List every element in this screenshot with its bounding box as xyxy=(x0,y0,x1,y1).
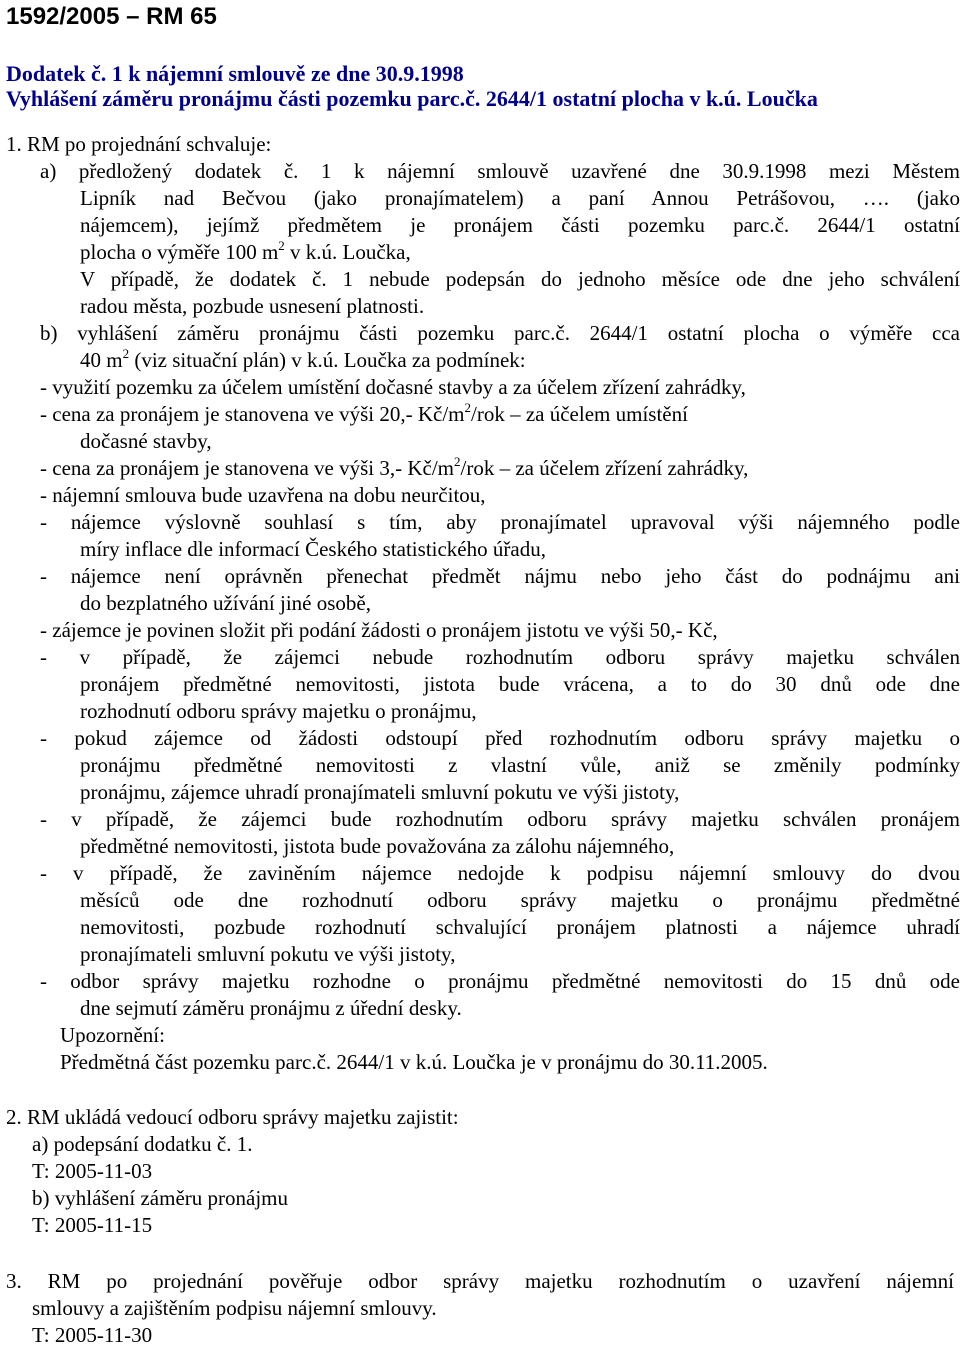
item-a-line: plocha o výměře 100 $m^2$ v k.ú. Loučka, xyxy=(80,238,411,264)
condition-line: rozhodnutí odboru správy majetku o pronájmu, xyxy=(80,699,477,723)
condition-line: - nájemce není oprávněn přenechat předmět nájmu nebo jeho část do podnájmu ani xyxy=(40,564,960,588)
section-3-title: 3. RM po projednání pověřuje odbor správy majetku rozhodnutím o uzavření nájemní xyxy=(6,1269,954,1293)
condition-line: dne sejmutí záměru pronájmu z úřední desky. xyxy=(80,996,462,1020)
condition-line: - využití pozemku za účelem umístění dočasné stavby a za účelem zřízení zahrádky, xyxy=(40,375,746,399)
condition-line: - v případě, že zaviněním nájemce nedojde k podpisu nájemní smlouvy do dvou xyxy=(40,861,960,885)
condition-line: nemovitosti, pozbude rozhodnutí schvalující pronájem platnosti a nájemce uhradí xyxy=(80,915,960,939)
section-2-line: a) podepsání dodatku č. 1. xyxy=(32,1132,253,1156)
section-2-line: b) vyhlášení záměru pronájmu xyxy=(32,1186,288,1210)
item-a-line: nájemcem), jejímž předmětem je pronájem části pozemku parc.č. 2644/1 ostatní xyxy=(80,213,960,237)
condition-line: předmětné nemovitosti, jistota bude považována za zálohu nájemného, xyxy=(80,834,675,858)
notice-label: Upozornění: xyxy=(60,1023,165,1047)
condition-line: míry inflace dle informací Českého statistického úřadu, xyxy=(80,537,546,561)
condition-line: - pokud zájemce od žádosti odstoupí před rozhodnutím odboru správy majetku o xyxy=(40,726,960,750)
section-3-deadline: T: 2005-11-30 xyxy=(32,1323,153,1347)
condition-line: - cena za pronájem je stanovena ve výši 20,- $Kč/m^2$/rok – za účelem umístění xyxy=(40,400,688,426)
condition-line: - v případě, že zájemci nebude rozhodnutím odboru správy majetku schválen xyxy=(40,645,960,669)
section-2-deadline: T: 2005-11-15 xyxy=(32,1213,153,1237)
section-2-deadline: T: 2005-11-03 xyxy=(32,1159,153,1183)
section-3-line: smlouvy a zajištěním podpisu nájemní smlouvy. xyxy=(32,1296,437,1320)
condition-line: pronájem předmětné nemovitosti, jistota bude vrácena, a to do 30 dnů ode dne xyxy=(80,672,960,696)
condition-line: - odbor správy majetku rozhodne o pronájmu předmětné nemovitosti do 15 dnů ode xyxy=(40,969,960,993)
item-a-line: a) předložený dodatek č. 1 k nájemní smlouvě uzavřené dne 30.9.1998 mezi Městem xyxy=(40,159,960,183)
item-a-line: radou města, pozbude usnesení platnosti. xyxy=(80,294,425,318)
condition-line: dočasné stavby, xyxy=(80,429,212,453)
condition-line: měsíců ode dne rozhodnutí odboru správy majetku o pronájmu předmětné xyxy=(80,888,960,912)
item-a-line: Lipník nad Bečvou (jako pronajímatelem) a paní Annou Petrášovou, …. (jako xyxy=(80,186,960,210)
condition-line: - cena za pronájem je stanovena ve výši 3,- $Kč/m^2$/rok – za účelem zřízení zahrádky, xyxy=(40,454,749,480)
section-2-title: 2. RM ukládá vedoucí odboru správy majetku zajistit: xyxy=(6,1105,459,1129)
resolution-number: 1592/2005 – RM 65 xyxy=(6,3,217,30)
notice-text: Předmětná část pozemku parc.č. 2644/1 v k.ú. Loučka je v pronájmu do 30.11.2005. xyxy=(60,1050,768,1074)
condition-line: - zájemce je povinen složit při podání žádosti o pronájem jistotu ve výši 50,- Kč, xyxy=(40,618,718,642)
condition-line: - nájemce výslovně souhlasí s tím, aby pronajímatel upravoval výši nájemného podle xyxy=(40,510,960,534)
item-b-line: b) vyhlášení záměru pronájmu části pozemku parc.č. 2644/1 ostatní plocha o výměře cca xyxy=(40,321,960,345)
condition-line: pronajímateli smluvní pokutu ve výši jistoty, xyxy=(80,942,456,966)
condition-line: pronájmu, zájemce uhradí pronajímateli smluvní pokutu ve výši jistoty, xyxy=(80,780,680,804)
header-amendment: Dodatek č. 1 k nájemní smlouvě ze dne 30.9.1998 xyxy=(6,61,464,86)
condition-line: pronájmu předmětné nemovitosti z vlastní vůle, aniž se změnily podmínky xyxy=(80,753,960,777)
condition-line: - v případě, že zájemci bude rozhodnutím odboru správy majetku schválen pronájem xyxy=(40,807,960,831)
item-b-line: 40 $m^2$ (viz situační plán) v k.ú. Loučka za podmínek: xyxy=(80,346,526,372)
condition-line: - nájemní smlouva bude uzavřena na dobu neurčitou, xyxy=(40,483,486,507)
header-announcement: Vyhlášení záměru pronájmu části pozemku parc.č. 2644/1 ostatní plocha v k.ú. Loučka xyxy=(6,86,818,111)
section-1-title: 1. RM po projednání schvaluje: xyxy=(6,132,272,156)
item-a-line: V případě, že dodatek č. 1 nebude podepsán do jednoho měsíce ode dne jeho schválení xyxy=(80,267,960,291)
condition-line: do bezplatného užívání jiné osobě, xyxy=(80,591,371,615)
